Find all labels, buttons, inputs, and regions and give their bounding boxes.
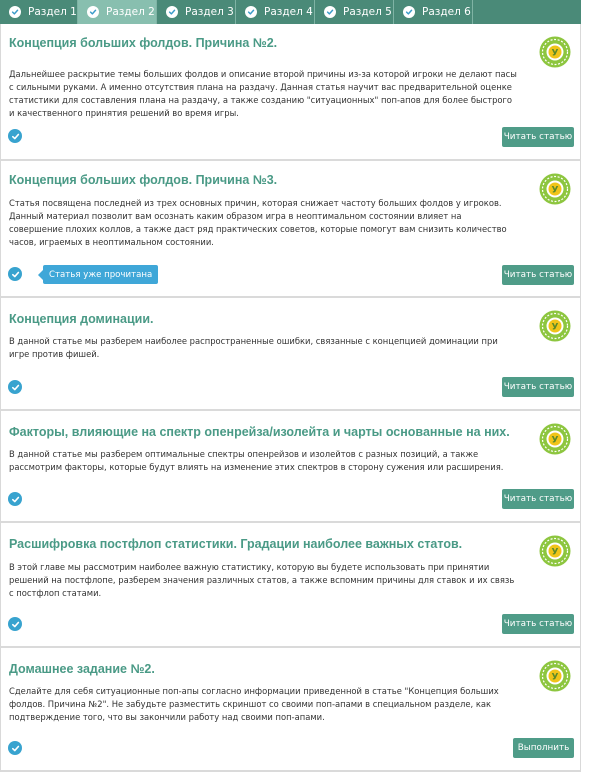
check-icon xyxy=(87,6,99,18)
level-badge-icon xyxy=(539,310,571,342)
tab-section-5[interactable] xyxy=(315,0,394,24)
article-description: В данной статье мы разберем наиболее распространенные ошибки, связанные с концепцией доминации при игре против фишей. xyxy=(9,336,498,359)
read-article-button[interactable]: Читать статью xyxy=(502,265,574,285)
badge-letter: У xyxy=(551,322,559,333)
read-article-button[interactable]: Читать статью xyxy=(502,377,574,397)
badge-letter: У xyxy=(551,48,559,59)
read-check-icon xyxy=(8,741,22,755)
article-title[interactable]: Расшифровка постфлоп статистики. Градации наиболее важных статов. xyxy=(9,537,463,551)
article-card xyxy=(1,523,580,648)
complete-task-button[interactable]: Выполнить xyxy=(513,738,574,758)
already-read-tooltip: Статья уже прочитана xyxy=(43,265,158,284)
read-article-button[interactable]: Читать статью xyxy=(502,127,574,147)
tab-section-6[interactable] xyxy=(394,0,473,24)
section-tabs xyxy=(0,0,581,24)
read-check-icon xyxy=(8,617,22,631)
article-list xyxy=(0,24,581,772)
tab-label: Раздел 5 xyxy=(343,6,392,18)
article-description: Дальнейшее раскрытие темы больших фолдов и описание второй причины из-за которой игроки не делают пасы с сильными руками. А именно отсутствия плана на раздачу. Данная статья научит вас предварительной оценке статистики для составления плана на раздачу, а также созданию "ситуационных" поп-апов для более быстрого и качественного принятия решений во время игры. xyxy=(9,69,517,118)
level-badge-icon xyxy=(539,535,571,567)
tab-section-3[interactable] xyxy=(157,0,236,24)
read-check-icon xyxy=(8,129,22,143)
read-check-icon xyxy=(8,492,22,506)
tab-section-4[interactable] xyxy=(236,0,315,24)
level-badge-icon xyxy=(539,173,571,205)
check-icon xyxy=(324,6,336,18)
badge-letter: У xyxy=(551,547,559,558)
level-badge-icon xyxy=(539,36,571,68)
check-icon xyxy=(403,6,415,18)
article-description: Статья посвящена последней из трех основных причин, которая снижает частоту больших фолдов у игроков. Данный материал позволит вам осознать каким образом игра в неоптимальном состоянии влияет на совершение плохих коллов, а также даст ряд практических советов, которые помогут вам снизить количество часов, играемых в неоптимальном состоянии. xyxy=(9,198,507,247)
homework-card xyxy=(1,648,580,772)
article-title[interactable]: Концепция больших фолдов. Причина №2. xyxy=(9,36,278,50)
article-title[interactable]: Концепция доминации. xyxy=(9,312,154,326)
article-description: Сделайте для себя ситуационные поп-апы согласно информации приведенной в статье "Концепция больших фолдов. Причина №2". Не забудьте разместить скриншот со своими поп-апами в специальном разделе, как подтверждение того, что вы закончили работу над своими поп-апами. xyxy=(9,686,499,722)
check-icon xyxy=(9,6,21,18)
tab-label: Раздел 3 xyxy=(185,6,234,18)
article-description: В этой главе мы рассмотрим наиболее важную статистику, которую вы будете использовать при принятии решений на постфлопе, разберем значения различных статов, а также вспомним причины для ставок и их связь с постфлоп статами. xyxy=(9,562,515,598)
article-title[interactable]: Концепция больших фолдов. Причина №3. xyxy=(9,173,278,187)
read-check-icon xyxy=(8,380,22,394)
article-card xyxy=(1,411,580,523)
badge-letter: У xyxy=(551,185,559,196)
level-badge-icon xyxy=(539,423,571,455)
level-badge-icon xyxy=(539,660,571,692)
badge-letter: У xyxy=(551,435,559,446)
read-article-button[interactable]: Читать статью xyxy=(502,489,574,509)
tab-label: Раздел 1 xyxy=(28,6,77,18)
read-check-icon[interactable] xyxy=(8,267,22,281)
tab-label: Раздел 2 xyxy=(106,6,155,18)
article-description: В данной статье мы разберем оптимальные спектры опенрейзов и изолейтов с разных позиций, а также рассмотрим факторы, которые будут влиять на изменение этих спектров в сторону сужения или расширения. xyxy=(9,449,504,472)
article-title[interactable]: Домашнее задание №2. xyxy=(9,662,155,676)
tab-section-1[interactable] xyxy=(0,0,78,24)
check-icon xyxy=(166,6,178,18)
read-article-button[interactable]: Читать статью xyxy=(502,614,574,634)
article-title[interactable]: Факторы, влияющие на спектр опенрейза/изолейта и чарты основанные на них. xyxy=(9,425,510,439)
tab-label: Раздел 4 xyxy=(264,6,313,18)
tab-section-2[interactable] xyxy=(78,0,157,24)
article-card xyxy=(1,161,580,298)
tab-label: Раздел 6 xyxy=(422,6,471,18)
check-icon xyxy=(245,6,257,18)
article-card xyxy=(1,24,580,161)
badge-letter: У xyxy=(551,672,559,683)
article-card xyxy=(1,298,580,411)
